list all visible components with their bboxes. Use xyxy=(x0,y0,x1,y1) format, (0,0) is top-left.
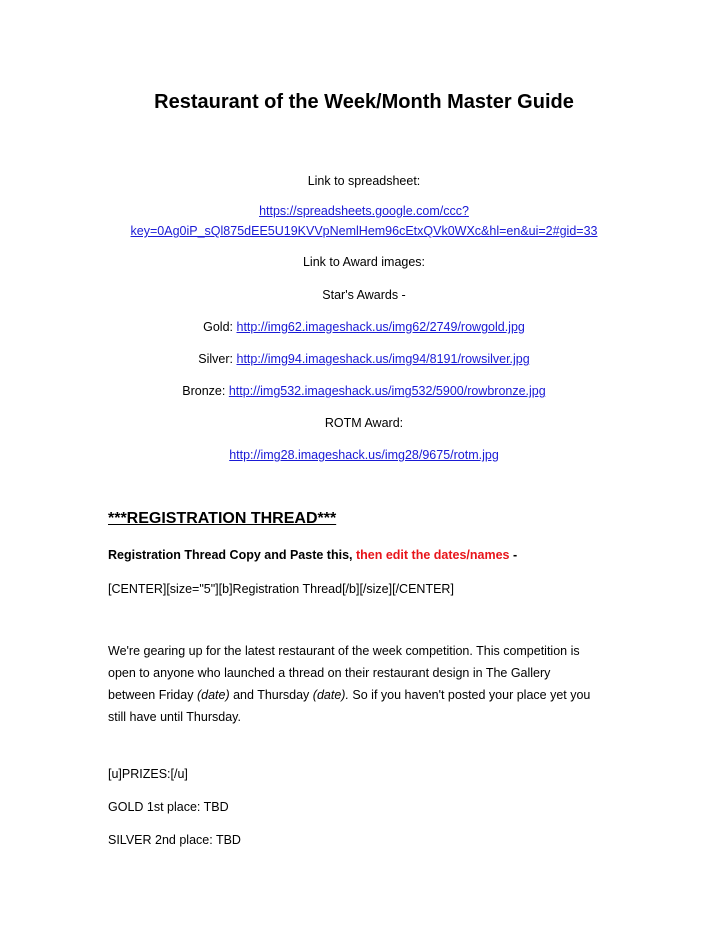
bronze-award-line xyxy=(0,382,728,400)
registration-paragraph xyxy=(108,640,620,728)
spreadsheet-link-line-2[interactable] xyxy=(0,222,728,240)
bronze-label: Bronze: xyxy=(182,384,226,398)
spreadsheet-link-line-1[interactable] xyxy=(0,202,728,220)
paragraph-line-3-b: and Thursday xyxy=(233,688,310,702)
paragraph-line-2: open to anyone who launched a thread on their restaurant design in The Gallery xyxy=(108,666,551,680)
spreadsheet-link-part-1[interactable]: https://spreadsheets.google.com/ccc? xyxy=(259,204,469,218)
paragraph-line-1: We're gearing up for the latest restaurant of the week competition. This competition is xyxy=(108,644,580,658)
paragraph-line-4: still have until Thursday. xyxy=(108,710,241,724)
prizes-code: [u]PRIZES:[/u] xyxy=(108,767,188,781)
gold-award-link[interactable]: http://img62.imageshack.us/img62/2749/rowgold.jpg xyxy=(236,320,525,334)
spreadsheet-label: Link to spreadsheet: xyxy=(307,174,421,188)
page-title: Restaurant of the Week/Month Master Guide xyxy=(154,91,574,113)
award-images-label: Link to Award images: xyxy=(302,255,426,269)
rotm-award-label: ROTM Award: xyxy=(324,416,404,430)
gold-label: Gold: xyxy=(203,320,234,334)
registration-intro-bold: Registration Thread Copy and Paste this, xyxy=(108,548,353,562)
rotm-award-line xyxy=(0,446,728,464)
spreadsheet-link-part-2[interactable]: key=0Ag0iP_sQl875dEE5U19KVVpNemlHem96cEtxQVk0WXc&hl=en&ui=2#gid=33 xyxy=(130,224,598,238)
silver-prize: SILVER 2nd place: TBD xyxy=(108,833,241,847)
stars-awards-label: Star's Awards - xyxy=(322,288,406,302)
gold-prize: GOLD 1st place: TBD xyxy=(108,800,229,814)
paragraph-date-1: (date) xyxy=(196,688,230,702)
silver-award-link[interactable]: http://img94.imageshack.us/img94/8191/rowsilver.jpg xyxy=(236,352,530,366)
silver-award-line xyxy=(0,350,728,368)
rotm-award-link[interactable]: http://img28.imageshack.us/img28/9675/rotm.jpg xyxy=(229,448,499,462)
registration-intro-dash: - xyxy=(512,548,518,562)
gold-award-line xyxy=(0,318,728,336)
silver-label: Silver: xyxy=(198,352,234,366)
bronze-award-link[interactable]: http://img532.imageshack.us/img532/5900/rowbronze.jpg xyxy=(228,384,546,398)
paragraph-line-3-a: between Friday xyxy=(108,688,194,702)
paragraph-line-3-c: So if you haven't posted your place yet you xyxy=(352,688,591,702)
registration-heading: ***REGISTRATION THREAD*** xyxy=(108,510,337,527)
registration-intro-red: then edit the dates/names xyxy=(355,548,510,562)
paragraph-date-2: (date). xyxy=(312,688,349,702)
paragraph-line-3 xyxy=(108,684,620,706)
registration-intro xyxy=(108,546,517,564)
registration-center-code: [CENTER][size="5"][b]Registration Thread[/b][/size][/CENTER] xyxy=(108,582,454,596)
